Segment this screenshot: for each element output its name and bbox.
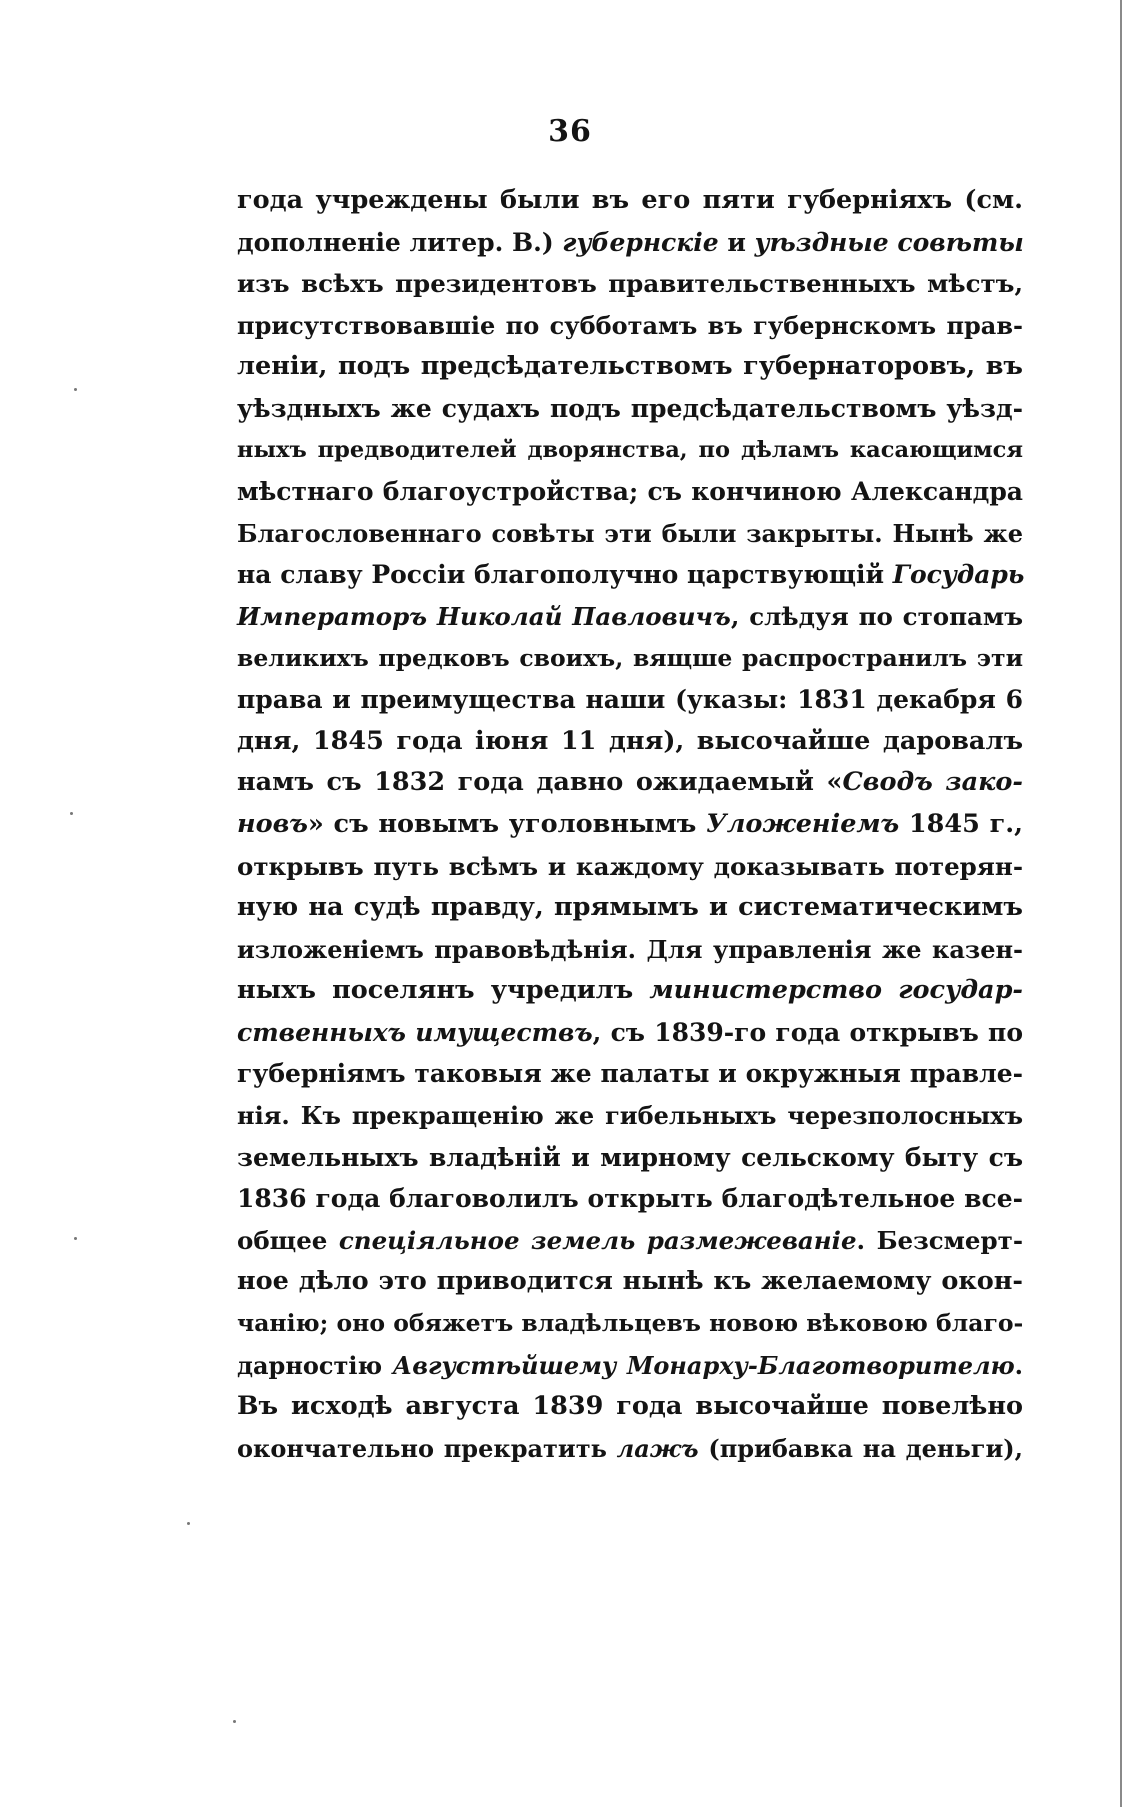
page-edge	[1120, 0, 1122, 1807]
text-line	[237, 762, 1023, 804]
italic-text: Императоръ Николай Павловичъ	[237, 601, 731, 631]
text-line	[237, 1303, 1023, 1345]
text-line	[237, 1012, 1023, 1054]
text-run: ную на судѣ правду, прямымъ и систематическимъ	[237, 892, 1023, 923]
text-line	[237, 1178, 1023, 1220]
scan-speck	[74, 1237, 77, 1240]
text-run: уѣздныхъ же судахъ подъ предсѣдательствомъ уѣзд-	[237, 393, 1023, 423]
text-line	[237, 222, 1023, 264]
italic-text: Сводъ зако-	[842, 767, 1023, 798]
text-run: общее	[237, 1225, 339, 1255]
text-run: земельныхъ владѣній и мирному сельскому быту съ	[237, 1142, 1023, 1172]
text-line	[237, 1053, 1023, 1095]
text-run: намъ съ 1832 года давно ожидаемый «	[237, 767, 843, 798]
text-run: леніи, подъ предсѣдательствомъ губернаторовъ, въ	[237, 351, 1023, 382]
text-run: ныхъ поселянъ учредилъ	[237, 975, 650, 1006]
text-run: ное дѣло это приводится нынѣ къ желаемому окон-	[237, 1266, 1023, 1297]
italic-text: лажъ	[616, 1433, 699, 1463]
text-run: чанію; оно обяжетъ владѣльцевъ новою вѣковою благо-	[237, 1309, 1024, 1338]
text-line	[237, 554, 1023, 596]
text-run: 1836 года благоволилъ открыть благодѣтельное все-	[237, 1184, 1023, 1214]
text-run: , слѣдуя по стопамъ	[730, 601, 1023, 631]
text-line	[237, 929, 1023, 971]
italic-text: уѣздные совѣты	[754, 227, 1024, 257]
text-line	[237, 513, 1023, 555]
text-line	[237, 1428, 1023, 1470]
text-run: окончательно прекратить	[237, 1433, 617, 1463]
text-run: нія. Къ прекращенію же гибельныхъ черезполосныхъ	[237, 1101, 1023, 1131]
text-line	[237, 887, 1023, 929]
text-line	[237, 1386, 1023, 1428]
text-run: дарностію	[237, 1350, 393, 1380]
text-run: года учреждены были въ его пяти губерніяхъ (см.	[237, 185, 1023, 215]
text-line	[237, 638, 1023, 680]
text-run: мѣстнаго благоустройства; съ кончиною Александра	[237, 477, 1023, 507]
text-run: Въ исходѣ августа 1839 года высочайше повелѣно	[237, 1391, 1023, 1422]
text-run: изъ всѣхъ президентовъ правительственныхъ мѣстъ,	[237, 269, 1023, 299]
italic-text: Августѣйшему Монарху-Благотворителю	[392, 1350, 1015, 1380]
text-run: открывъ путь всѣмъ и каждому доказывать потерян-	[237, 851, 1023, 881]
text-line	[237, 305, 1023, 347]
italic-text: Уложеніемъ	[706, 808, 900, 839]
text-run: Благословеннаго совѣты эти были закрыты. Нынѣ же	[237, 518, 1023, 548]
italic-text: ственныхъ имуществъ	[237, 1017, 593, 1047]
text-run: и	[718, 227, 755, 257]
italic-text: спеціяльное земель размежеваніе	[338, 1225, 857, 1255]
text-run: , съ 1839-го года открывъ по	[592, 1017, 1023, 1047]
text-line	[237, 679, 1023, 721]
text-line	[237, 1095, 1023, 1137]
scan-speck	[187, 1522, 190, 1525]
text-run: 1845 г.,	[899, 808, 1023, 839]
text-line	[237, 970, 1023, 1012]
text-run: изложеніемъ правовѣдѣнія. Для управленія же казен-	[237, 934, 1023, 964]
text-run: губерніямъ таковыя же палаты и окружныя правле-	[237, 1059, 1023, 1089]
text-line	[237, 846, 1023, 888]
italic-text: губернскіе	[562, 227, 719, 257]
text-run: дополненіе литер. В.)	[237, 227, 563, 257]
text-line	[237, 1261, 1023, 1303]
scan-speck	[70, 812, 73, 815]
text-line	[237, 804, 1023, 846]
text-run: права и преимущества наши (указы: 1831 декабря 6	[237, 685, 1023, 715]
text-line	[237, 430, 1023, 472]
text-line	[237, 471, 1023, 513]
text-line	[237, 721, 1023, 763]
italic-text: новъ	[237, 808, 308, 839]
scan-speck	[74, 388, 77, 391]
scan-speck	[233, 1720, 236, 1723]
text-line	[237, 180, 1023, 222]
text-run: дня, 1845 года іюня 11 дня), высочайше даровалъ	[237, 725, 1023, 756]
text-run: » съ новымъ уголовнымъ	[307, 808, 707, 839]
italic-text: министерство государ-	[649, 975, 1023, 1006]
text-run: . Безсмерт-	[856, 1225, 1023, 1255]
text-line	[237, 388, 1023, 430]
text-line	[237, 1137, 1023, 1179]
text-run: на славу Россіи благополучно царствующій	[237, 560, 893, 590]
text-run: великихъ предковъ своихъ, вящше распространилъ эти	[237, 643, 1023, 672]
text-run: .	[1014, 1350, 1023, 1380]
text-run: ныхъ предводителей дворянства, по дѣламъ касающимся	[237, 436, 1023, 463]
text-run: (прибавка на деньги),	[698, 1433, 1024, 1463]
text-line	[237, 1345, 1023, 1387]
text-line	[237, 346, 1023, 388]
text-run: присутствовавшіе по субботамъ въ губернскомъ прав-	[237, 310, 1023, 340]
text-line	[237, 1220, 1023, 1262]
text-line	[237, 263, 1023, 305]
page-number: 36	[548, 114, 592, 149]
text-line	[237, 596, 1023, 638]
italic-text: Государь	[892, 560, 1025, 590]
page-body-text	[237, 180, 1023, 1469]
